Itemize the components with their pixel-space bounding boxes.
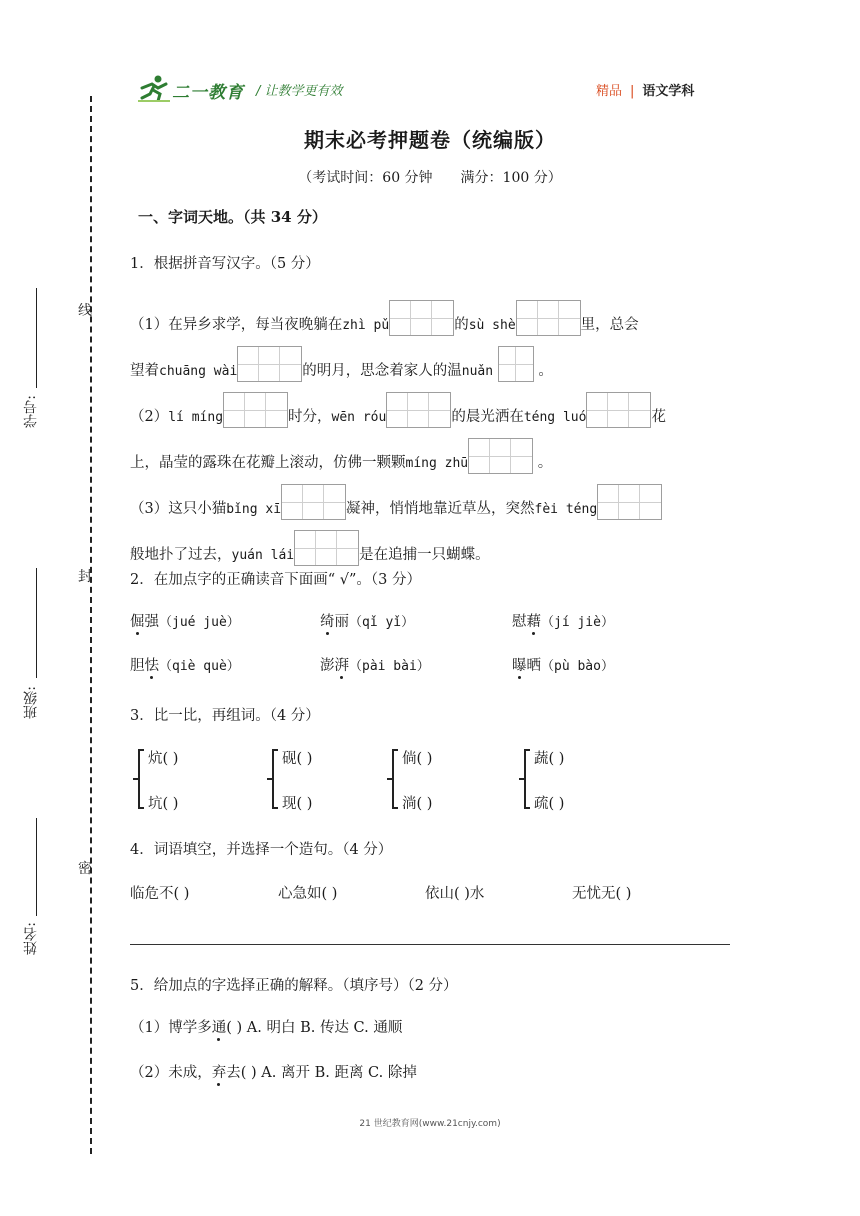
- tianzi-box[interactable]: [498, 346, 534, 382]
- brace-group: [518, 748, 532, 814]
- q1-line4: [130, 438, 552, 474]
- tianzi-box[interactable]: [586, 392, 651, 428]
- compare-blank[interactable]: 蔬( ): [534, 751, 565, 767]
- page-title: 期末必考押题卷（统编版）: [304, 128, 556, 152]
- idiom-blank[interactable]: 心急如( ): [278, 886, 338, 902]
- q2-title: 2．在加点字的正确读音下面画“ √”。（3 分）: [130, 572, 421, 588]
- brace-group: [266, 748, 280, 814]
- exam-info: [0, 167, 860, 187]
- q5-line2[interactable]: [130, 1061, 417, 1082]
- q1-text: 花: [651, 409, 666, 425]
- brand-name: 二一教育: [172, 83, 244, 103]
- q1-text: 的: [454, 317, 469, 333]
- q2-item[interactable]: [130, 654, 240, 675]
- word-char: 慰: [512, 614, 527, 630]
- q1-text: 的明月，思念着家人的温: [302, 363, 462, 379]
- q2-item[interactable]: [320, 654, 430, 675]
- q1-text: 的晨光洒在: [451, 409, 524, 425]
- q1-text: 。: [538, 363, 553, 379]
- word-char: 胆: [130, 658, 145, 674]
- word-char: 怯: [144, 658, 159, 674]
- q1-line6: [130, 530, 490, 566]
- class-label: 班级:: [23, 686, 39, 719]
- idiom-blank[interactable]: 依山( )水: [425, 886, 485, 902]
- q2-item[interactable]: [512, 610, 614, 631]
- pinyin-options: （jué juè）: [159, 615, 240, 630]
- word-char: 丽: [334, 614, 349, 630]
- runner-logo-icon: [136, 74, 172, 102]
- q1-line3: [130, 392, 666, 428]
- brace-icon: [386, 748, 400, 810]
- compare-blank[interactable]: 淌( ): [402, 796, 433, 812]
- compare-blank[interactable]: 现( ): [282, 796, 313, 812]
- q5-title: 5．给加点的字选择正确的解释。（填序号）（2 分）: [130, 978, 458, 994]
- word-char: 湃: [334, 658, 349, 674]
- word-char: 晒: [526, 658, 541, 674]
- exam-time: （考试时间：60 分钟: [298, 170, 433, 186]
- sentence-answer-line[interactable]: [130, 944, 730, 945]
- brace-group: [132, 748, 146, 814]
- word-char: 绮: [320, 614, 335, 630]
- q5-text: （2）未成，: [130, 1065, 212, 1081]
- word-char: 藉: [526, 614, 541, 630]
- q2-item[interactable]: [320, 610, 414, 631]
- q5-line1[interactable]: [130, 1016, 402, 1037]
- q1-title: 1．根据拼音写汉字。（5 分）: [130, 256, 320, 272]
- tianzi-box[interactable]: [468, 438, 533, 474]
- compare-blank[interactable]: 炕( ): [148, 751, 179, 767]
- tianzi-box[interactable]: [281, 484, 346, 520]
- q3-title: 3．比一比，再组词。（4 分）: [130, 708, 320, 724]
- tianzi-box[interactable]: [237, 346, 302, 382]
- word-char: 倔: [130, 614, 145, 630]
- idiom-blank[interactable]: 临危不( ): [130, 886, 190, 902]
- compare-blank[interactable]: 倘( ): [402, 751, 433, 767]
- pinyin: chuāng wài: [159, 364, 238, 379]
- word-char: 强: [144, 614, 159, 630]
- brace-icon: [266, 748, 280, 810]
- pinyin-options: （pù bào）: [541, 659, 614, 674]
- q1-text: 望着: [130, 363, 159, 379]
- section-heading: 一、字词天地。（共 34 分）: [138, 208, 327, 226]
- name-field-line: [36, 818, 37, 916]
- pinyin: wēn róu: [331, 410, 387, 425]
- dotted-char: 弃: [211, 1065, 227, 1081]
- name-label: 姓名:: [23, 922, 39, 955]
- class-field-line: [36, 568, 37, 678]
- pinyin: lí míng: [168, 410, 224, 425]
- pinyin-options: （jí jiè）: [541, 615, 614, 630]
- q2-item[interactable]: [130, 610, 240, 631]
- tianzi-box[interactable]: [597, 484, 662, 520]
- dotted-char: 通: [211, 1020, 227, 1036]
- word-char: 曝: [512, 658, 527, 674]
- word-char: 澎: [320, 658, 335, 674]
- q1-text: 。: [537, 455, 553, 471]
- margin-word-xian: 线: [78, 303, 92, 319]
- header-right: [596, 80, 694, 99]
- slogan: / 让教学更有效: [256, 84, 343, 99]
- q1-text: 上，晶莹的露珠在花瓣上滚动，仿佛一颗颗: [130, 455, 406, 471]
- q1-text: （3）这只小猫: [130, 501, 227, 517]
- tianzi-box[interactable]: [386, 392, 451, 428]
- brace-icon: [518, 748, 532, 810]
- id-field-line: [36, 288, 37, 388]
- pinyin: bǐng xī: [226, 502, 282, 517]
- pinyin: míng zhū: [405, 456, 469, 471]
- q1-text: 般地扑了过去，: [130, 547, 232, 563]
- header-subject: 语文学科: [642, 84, 695, 99]
- pinyin: nuǎn: [461, 364, 494, 379]
- q4-title: 4．词语填空，并选择一个造句。（4 分）: [130, 842, 393, 858]
- q2-item[interactable]: [512, 654, 614, 675]
- q1-text: （1）在异乡求学，每当夜晚躺在: [130, 317, 343, 333]
- brace-group: [386, 748, 400, 814]
- page-footer: 21 世纪教育网(www.21cnjy.com): [359, 1119, 501, 1129]
- brace-icon: [132, 748, 146, 810]
- idiom-blank[interactable]: 无忧无( ): [572, 886, 632, 902]
- q1-text: 里，总会: [580, 317, 639, 333]
- compare-blank[interactable]: 砚( ): [282, 751, 313, 767]
- tianzi-box[interactable]: [516, 300, 581, 336]
- header-separator: |: [630, 84, 635, 99]
- exam-score: 满分：100 分）: [460, 170, 562, 186]
- q1-text: 时分，: [288, 409, 332, 425]
- pinyin: yuán lái: [231, 548, 295, 563]
- header-tag: 精品: [596, 84, 623, 99]
- student-id-label: 学号:: [23, 395, 39, 428]
- q5-options: ( ) A. 明白 B. 传达 C. 通顺: [226, 1020, 403, 1036]
- margin-word-feng: 封: [78, 569, 92, 585]
- tianzi-box[interactable]: [389, 300, 454, 336]
- q1-line2: [130, 346, 553, 382]
- pinyin: zhì pǔ: [342, 318, 390, 333]
- tianzi-box[interactable]: [223, 392, 288, 428]
- q5-options: 去( ) A. 离开 B. 距离 C. 除掉: [226, 1065, 417, 1081]
- q1-text: 是在追捕一只蝴蝶。: [359, 547, 490, 563]
- compare-blank[interactable]: 疏( ): [534, 796, 565, 812]
- binding-dashed-line: [90, 96, 92, 1154]
- pinyin: sù shè: [468, 318, 516, 333]
- q1-text: 凝神，悄悄地靠近草丛，突然: [346, 501, 535, 517]
- pinyin-options: （qiè què）: [159, 659, 240, 674]
- pinyin: téng luó: [523, 410, 587, 425]
- tianzi-box[interactable]: [294, 530, 359, 566]
- pinyin-options: （qǐ yǐ）: [349, 615, 415, 630]
- q1-line5: [130, 484, 662, 520]
- pinyin-options: （pài bài）: [349, 659, 430, 674]
- q5-text: （1）博学多: [130, 1020, 212, 1036]
- margin-word-mi: 密: [78, 861, 92, 877]
- compare-blank[interactable]: 坑( ): [148, 796, 179, 812]
- q1-text: （2）: [130, 409, 169, 425]
- q1-line1: [130, 300, 639, 336]
- pinyin: fèi téng: [534, 502, 598, 517]
